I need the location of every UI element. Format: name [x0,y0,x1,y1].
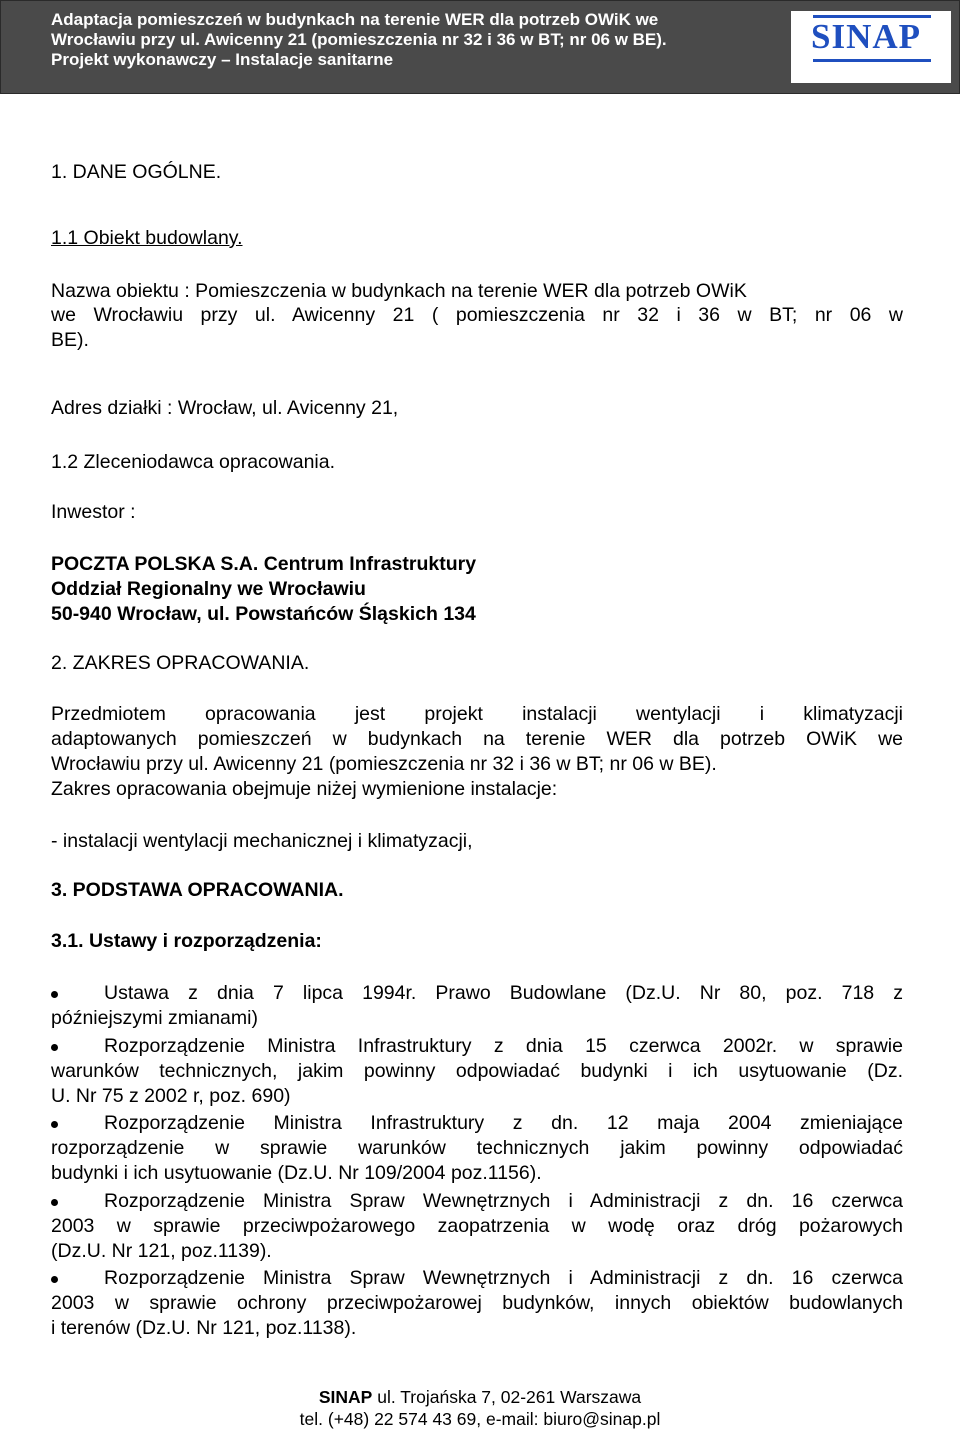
bullet-icon [51,1199,58,1206]
investor-line-2: Oddział Regionalny we Wrocławiu [51,578,366,600]
regulation-text-line: warunków technicznych, jakim powinny odpowiadać budynki i ich usytuowanie (Dz. [51,1060,903,1082]
document-header [0,0,960,94]
regulation-text-line: późniejszymi zmianami) [51,1007,258,1029]
footer-company: SINAP [318,1387,373,1407]
bullet-icon [51,1276,58,1283]
regulation-text-line: rozporządzenie w sprawie warunków technicznych jakim powinny odpowiadać [51,1137,903,1159]
plot-address-label: Adres działki : [51,397,178,419]
bullet-icon [51,1121,58,1128]
regulation-text-line: i terenów (Dz.U. Nr 121, poz.1138). [51,1317,357,1339]
section-1-1-title: 1.1 Obiekt budowlany. [51,227,243,249]
object-name-label: Nazwa obiektu : [51,280,196,302]
regulation-text-line: 2003 w sprawie przeciwpożarowego zaopatrzenia w wodę oraz dróg pożarowych [51,1215,903,1237]
scope-line: Zakres opracowania obejmuje niżej wymienione instalacje: [51,778,558,800]
logo-bottom-rule [813,59,931,62]
footer-address [0,1386,960,1408]
regulation-text-line: Rozporządzenie Ministra Infrastruktury z dn. 12 maja 2004 zmieniające [104,1112,903,1134]
regulation-text-line: Rozporządzenie Ministra Spraw Wewnętrznych i Administracji z dn. 16 czerwca [104,1267,903,1289]
header-title [51,10,771,70]
scope-para-line-2: adaptowanych pomieszczeń w budynkach na terenie WER dla potrzeb OWiK we [51,728,903,750]
section-3-title: 3. PODSTAWA OPRACOWANIA. [51,879,344,901]
regulation-text-line: Ustawa z dnia 7 lipca 1994r. Prawo Budowlane (Dz.U. Nr 80, poz. 718 z [104,982,903,1004]
regulation-item [51,1111,903,1186]
regulation-text-line: Rozporządzenie Ministra Spraw Wewnętrznych i Administracji z dn. 16 czerwca [104,1190,903,1212]
object-name-line-2: we Wrocławiu przy ul. Awicenny 21 ( pomieszczenia nr 32 i 36 w BT; nr 06 w [51,304,903,326]
section-3-1-title: 3.1. Ustawy i rozporządzenia: [51,930,322,952]
header-line-3: Projekt wykonawczy – Instalacje sanitarne [51,50,394,69]
scope-item: - instalacji wentylacji mechanicznej i klimatyzacji, [51,830,473,852]
section-1-2-title: 1.2 Zleceniodawca opracowania. [51,451,336,473]
regulation-text-line: U. Nr 75 z 2002 r, poz. 690) [51,1085,291,1107]
object-name-line-1 [51,279,903,303]
investor-line-1: POCZTA POLSKA S.A. Centrum Infrastruktury [51,553,477,575]
scope-para-line-3: Wrocławiu przy ul. Awicenny 21 (pomieszczenia nr 32 i 36 w BT; nr 06 w BE). [51,753,717,775]
plot-address [51,396,398,420]
regulation-text-line: 2003 w sprawie ochrony przeciwpożarowej budynków, innych obiektów budowlanych [51,1292,903,1314]
regulation-text-line: budynki i ich usytuowanie (Dz.U. Nr 109/2004 poz.1156). [51,1162,542,1184]
regulation-text-line: Rozporządzenie Ministra Infrastruktury z dnia 15 czerwca 2002r. w sprawie [104,1035,903,1057]
investor-label: Inwestor : [51,501,136,523]
regulation-item [51,1266,903,1341]
investor-line-3: 50-940 Wrocław, ul. Powstańców Śląskich 134 [51,603,476,625]
header-line-1: Adaptacja pomieszczeń w budynkach na terenie WER dla potrzeb OWiK we [51,10,659,29]
section-2-title: 2. ZAKRES OPRACOWANIA. [51,652,310,674]
logo-text: SINAP [811,17,922,56]
bullet-icon [51,991,58,998]
regulation-item [51,981,903,1031]
bullet-icon [51,1044,58,1051]
object-name-value-1: Pomieszczenia w budynkach na terenie WER dla potrzeb OWiK [195,280,747,302]
header-line-2: Wrocławiu przy ul. Awicenny 21 (pomieszczenia nr 32 i 36 w BT; nr 06 w BE). [51,30,667,49]
plot-address-value: Wrocław, ul. Avicenny 21, [177,397,399,419]
footer-contact: tel. (+48) 22 574 43 69, e-mail: biuro@sinap.pl [299,1409,661,1429]
section-1-title: 1. DANE OGÓLNE. [51,161,222,183]
sinap-logo [791,11,951,83]
regulation-item [51,1189,903,1264]
object-name-line-3: BE). [51,329,89,351]
regulation-text-line: (Dz.U. Nr 121, poz.1139). [51,1240,272,1262]
scope-para-line-1: Przedmiotem opracowania jest projekt instalacji wentylacji i klimatyzacji [51,703,903,725]
regulation-item [51,1034,903,1109]
footer-address-text: ul. Trojańska 7, 02-261 Warszawa [372,1387,642,1407]
